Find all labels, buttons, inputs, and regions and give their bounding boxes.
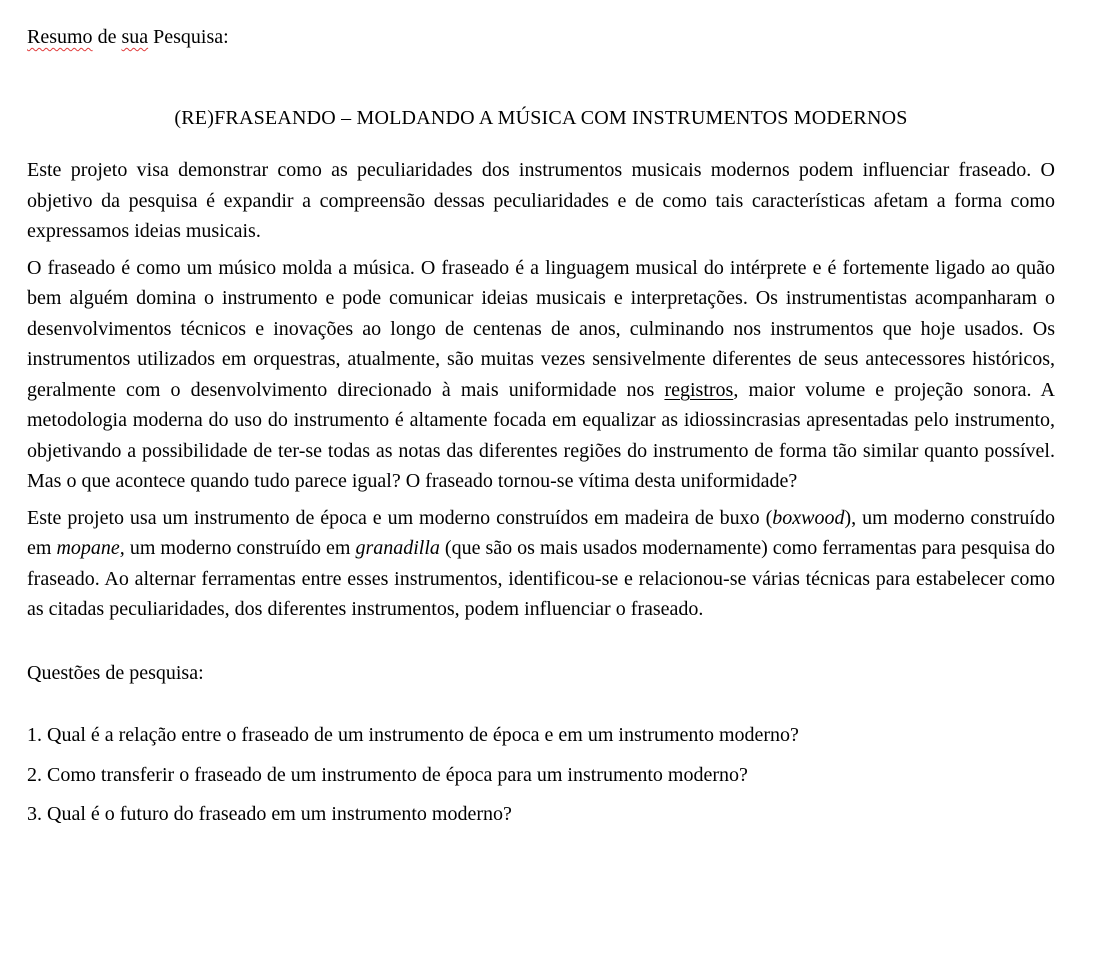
text-segment: O fraseado é como um músico molda a música. O fraseado é a linguagem musical do intérprete e é fortemente ligado ao quão bem alguém domina o instrumento e pode comunicar ideias musicais e interpretações. Os instrumentistas acompanharam o desenvolvimentos técnicos e inovações ao longo de centenas de anos, culminando nos instrumentos que hoje usados. Os instrumentos utilizados em orquestras, atualmente, são muitas vezes sensivelmente diferentes de seus antecessores históricos, geralmente com o desenvolvimento direcionado à mais uniformidade nos	[27, 256, 1055, 401]
text-segment: sua	[121, 26, 149, 48]
text-segment: boxwood	[772, 506, 845, 529]
text-segment: mopane,	[56, 537, 125, 559]
text-segment: Este projeto usa um instrumento de época e um moderno construídos em madeira de buxo (	[27, 506, 773, 529]
question-item-2: 2. Como transferir o fraseado de um instrumento de época para um instrumento moderno?	[27, 763, 748, 786]
text-segment: (que são os mais usados modernamente) como ferramentas para pesquisa do fraseado. Ao alternar ferramentas entre esses instrumentos, identificou-se e relacionou-se várias técnicas para estabelecer como as citadas peculiaridades, dos diferentes instrumentos, podem influenciar o fraseado.	[27, 537, 1055, 620]
text-segment: granadilla	[355, 537, 440, 559]
text-segment: registros	[664, 378, 734, 401]
summary-heading	[27, 22, 1055, 53]
text-segment: Resumo	[27, 26, 93, 48]
text-segment: , maior volume e projeção sonora. A metodologia moderna do uso do instrumento é altamente focada em equalizar as idiossincrasias apresentadas pelo instrumento, objetivando a possibilidade de ter-se todas as notas das diferentes regiões do instrumento de forma tão similar quanto possível. Mas o que acontece quando tudo parece igual? O fraseado tornou-se vítima desta uniformidade?	[27, 378, 1056, 492]
document-title: (RE)FRASEANDO – MOLDANDO A MÚSICA COM INSTRUMENTOS MODERNOS	[174, 106, 908, 129]
questions-heading: Questões de pesquisa:	[27, 661, 204, 684]
text-segment: Pesquisa:	[148, 26, 229, 48]
paragraph-instruments-method	[27, 503, 1055, 625]
paragraph-phrasing-description	[27, 253, 1055, 497]
question-item-3: 3. Qual é o futuro do fraseado em um instrumento moderno?	[27, 803, 512, 825]
text-segment: Este projeto visa demonstrar como as peculiaridades dos instrumentos musicais modernos podem influenciar fraseado. O objetivo da pesquisa é expandir a compreensão dessas peculiaridades e de como tais características afetam a forma como expressamos ideias musicais.	[27, 159, 1055, 242]
text-segment: um moderno construído em	[124, 537, 356, 559]
text-segment: ), um moderno construído em	[27, 506, 1055, 559]
text-segment: de	[92, 26, 122, 48]
question-item-1: 1. Qual é a relação entre o fraseado de um instrumento de época e em um instrumento moderno?	[27, 724, 799, 746]
paragraph-project-intro	[27, 155, 1055, 247]
